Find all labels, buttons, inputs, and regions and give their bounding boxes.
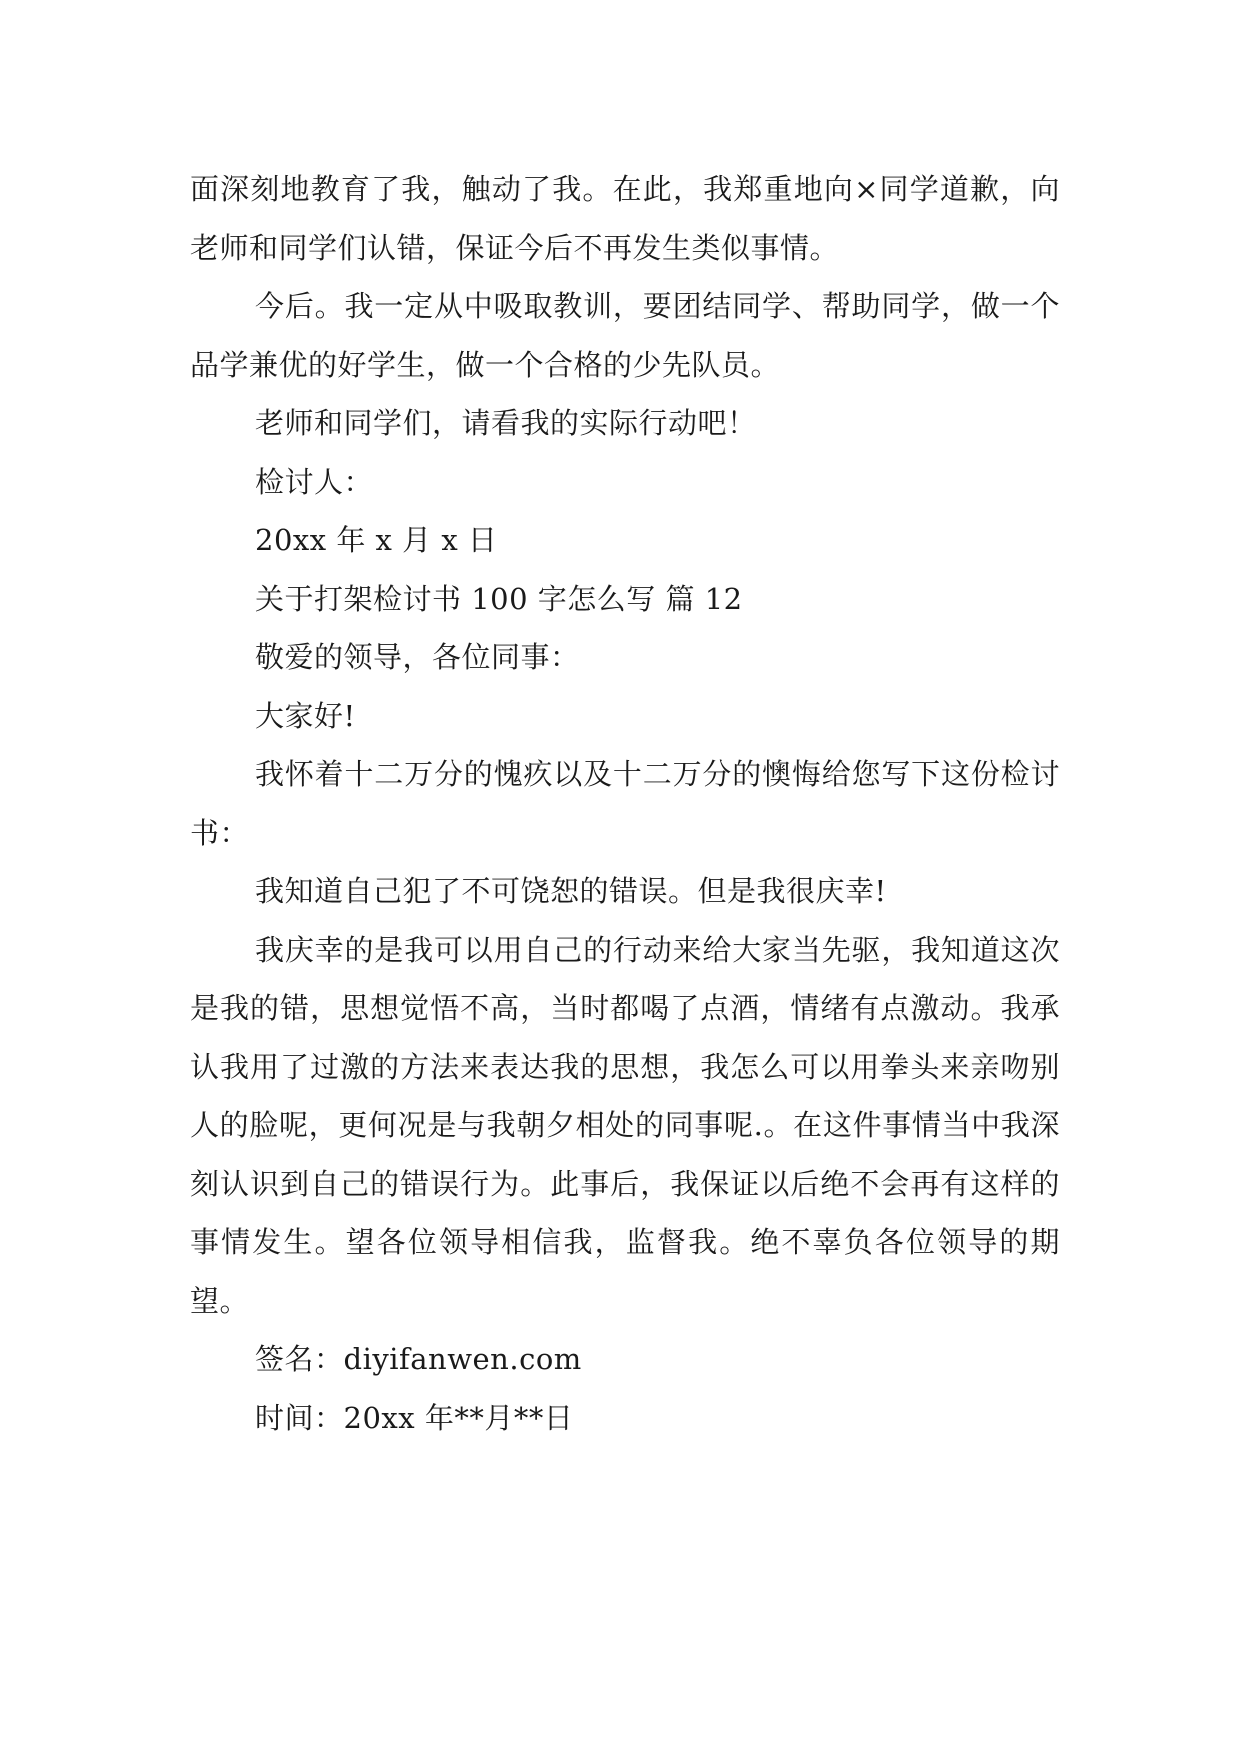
paragraph-apology-continuation: 面深刻地教育了我，触动了我。在此，我郑重地向×同学道歉，向老师和同学们认错，保证今后不再发生类似事情。 (190, 172, 1060, 265)
signature-name: 签名：diyifanwen.com (255, 1342, 582, 1376)
signature-label: 检讨人： (255, 464, 374, 499)
paragraph-main-body: 我庆幸的是我可以用自己的行动来给大家当先驱，我知道这次是我的错，思想觉悟不高，当时都喝了点酒，情绪有点激动。我承认我用了过激的方法来表达我的思想，我怎么可以用拳头来亲吻别人的脸呢，更何况是与我朝夕相处的同事呢.。在这件事情当中我深刻认识到自己的错误行为。此事后，我保证以后绝不会再有这样的事情发生。望各位领导相信我，监督我。绝不辜负各位领导的期望。 (190, 932, 1060, 1318)
paragraph-call-to-action: 老师和同学们，请看我的实际行动吧！ (255, 406, 757, 440)
signature-time: 时间：20xx 年**月**日 (255, 1400, 574, 1435)
document-body (190, 160, 1060, 1447)
paragraph-admission: 我知道自己犯了不可饶恕的错误。但是我很庆幸! (255, 874, 887, 908)
section-heading: 关于打架检讨书 100 字怎么写 篇 12 (255, 581, 743, 616)
paragraph-intro: 我怀着十二万分的愧疚以及十二万分的懊悔给您写下这份检讨书： (190, 757, 1060, 850)
paragraph-future-promise: 今后。我一定从中吸取教训，要团结同学、帮助同学，做一个品学兼优的好学生，做一个合格的少先队员。 (190, 289, 1060, 382)
salutation: 敬爱的领导，各位同事： (255, 640, 580, 674)
greeting: 大家好! (255, 698, 356, 733)
signature-date: 20xx 年 x 月 x 日 (255, 523, 498, 557)
